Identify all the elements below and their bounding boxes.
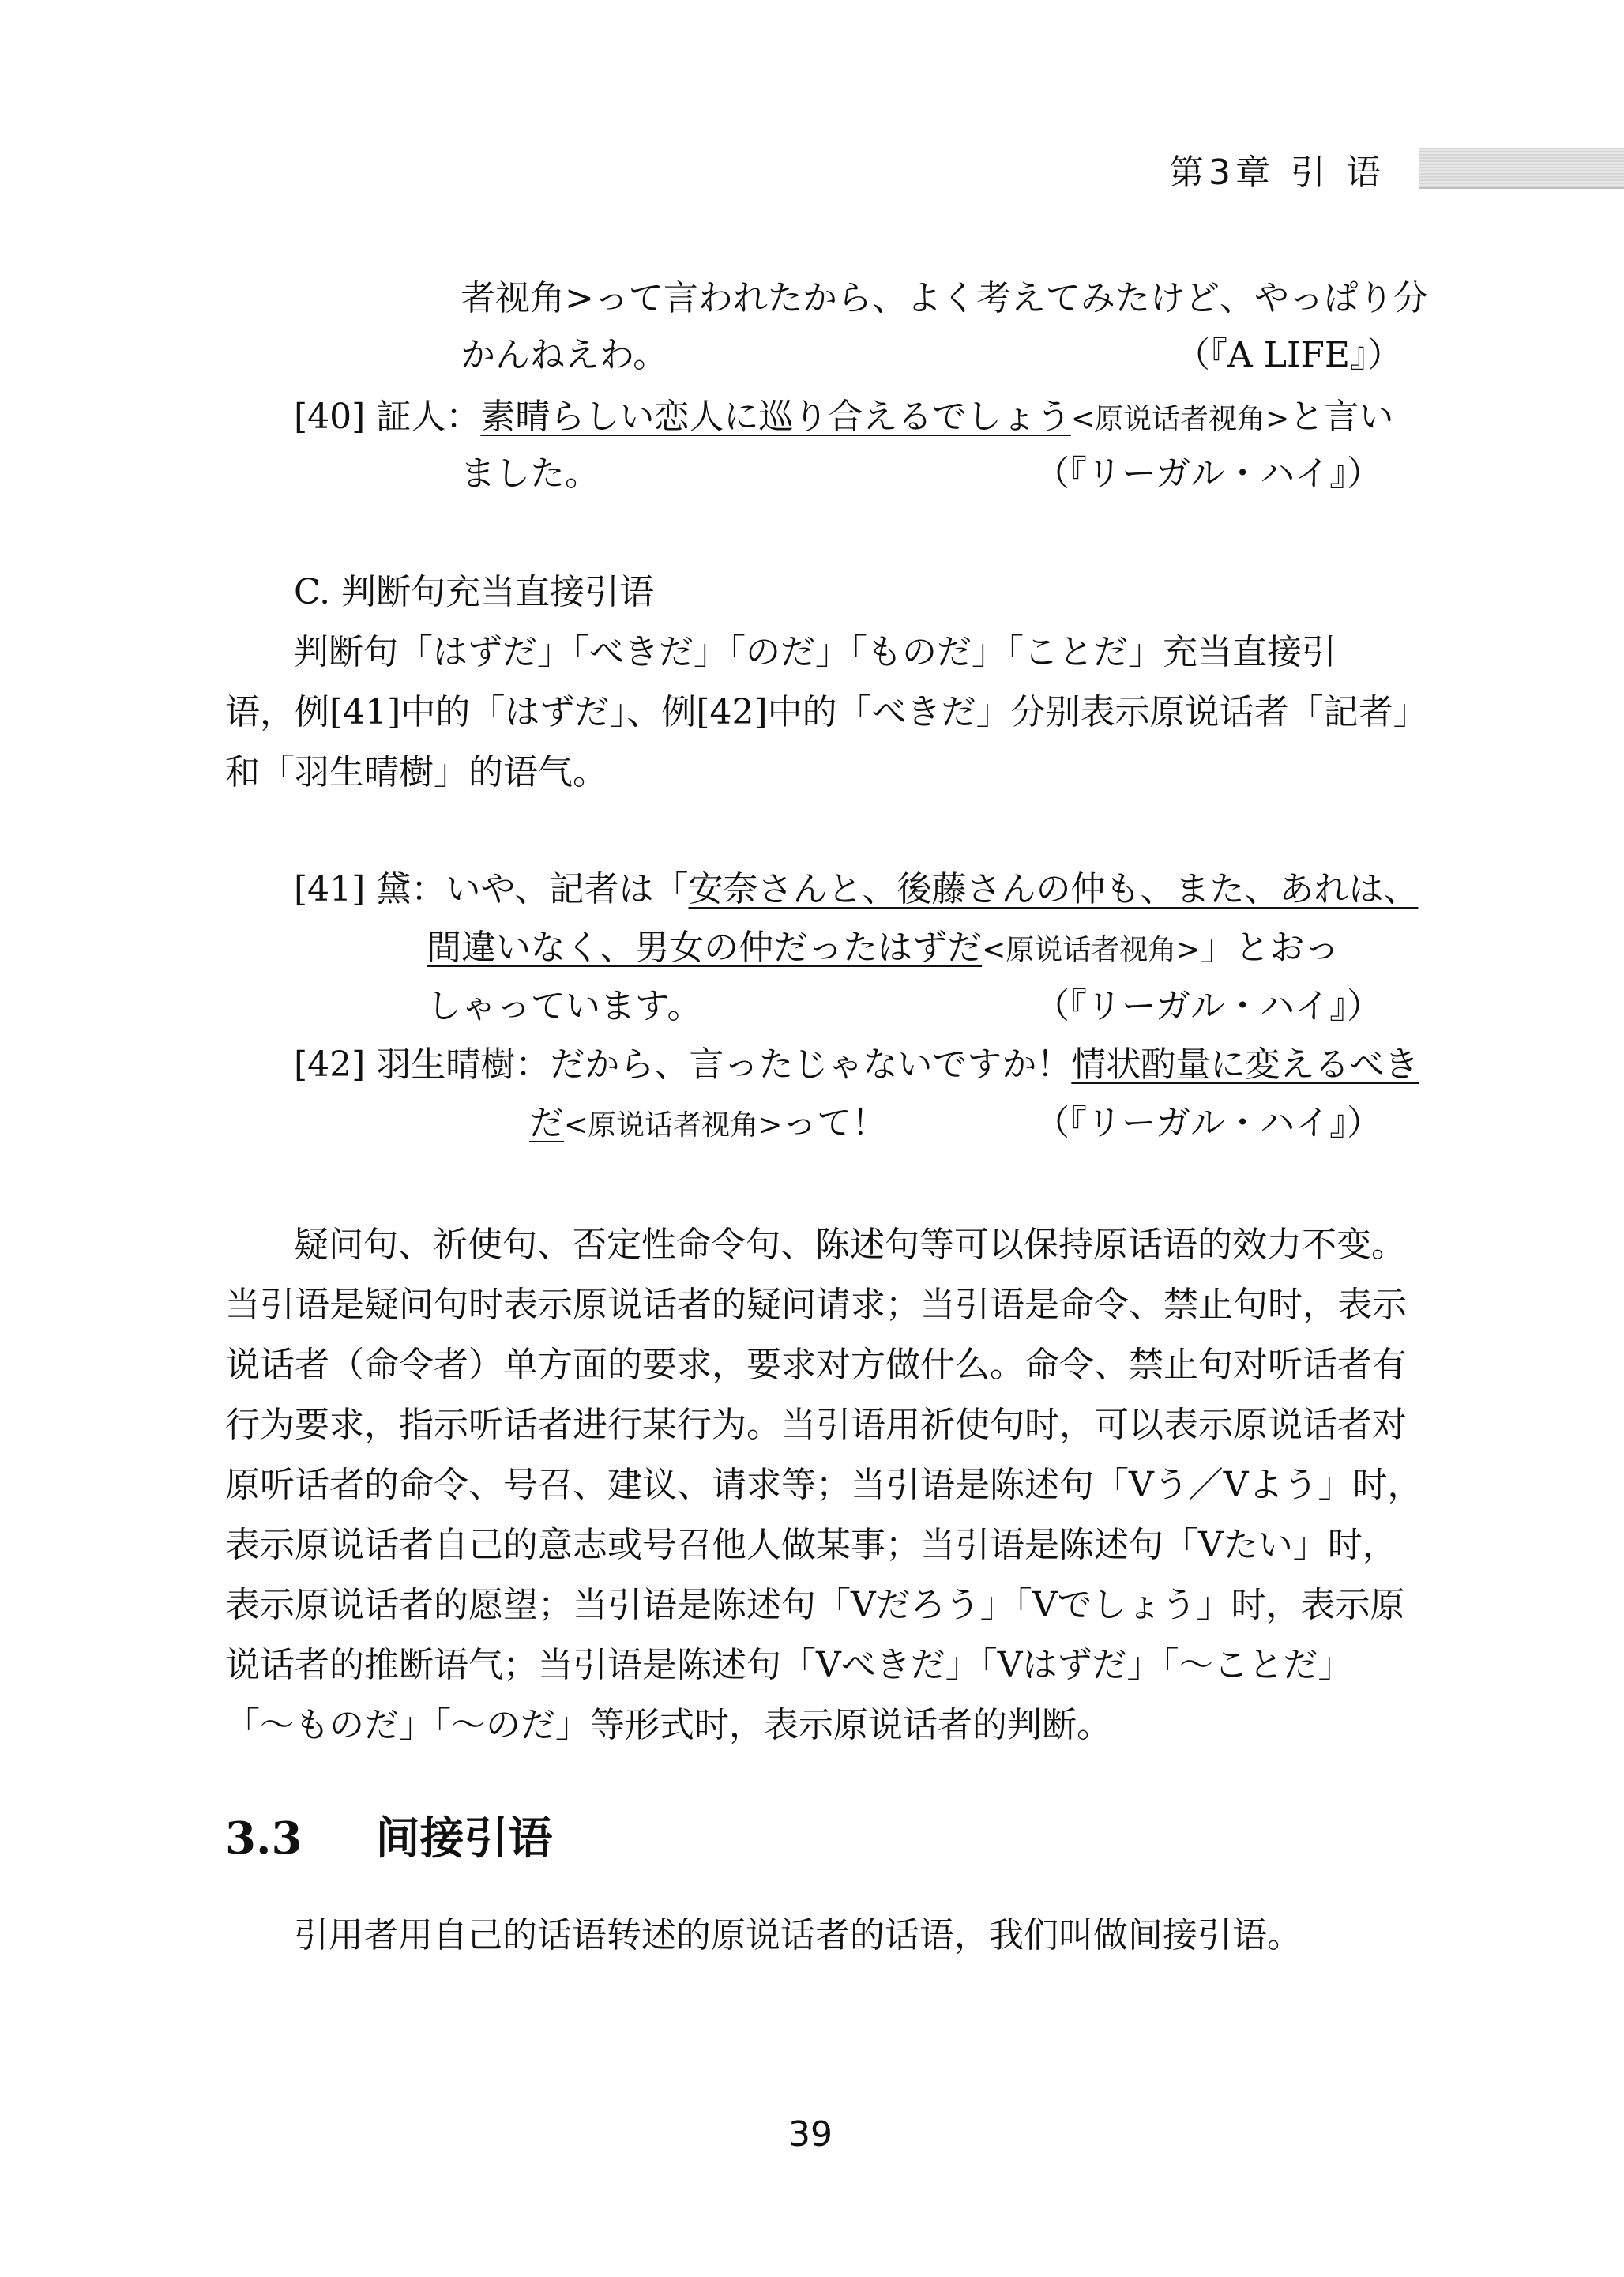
- body-paragraph-line-9: 「～ものだ」「～のだ」等形式时，表示原说话者的判断。: [225, 1705, 1111, 1745]
- example-40-line-2: ました。: [461, 454, 600, 494]
- quoted-utterance: 安奈さんと、後藤さんの仲も、また、あれは、: [688, 869, 1419, 909]
- speaker-label: 黛：: [376, 869, 446, 909]
- section-c-paragraph-line-1: 判断句「はずだ」「べきだ」「のだ」「ものだ」「ことだ」充当直接引: [294, 632, 1336, 672]
- example-number: [40]: [294, 397, 366, 437]
- perspective-tag: <原说话者视角>: [982, 934, 1201, 966]
- example-number: [42]: [294, 1044, 366, 1085]
- example-39-line-2: かんねえわ。: [461, 335, 668, 375]
- body-paragraph-line-4: 行为要求，指示听话者进行某行为。当引语用祈使句时，可以表示原说话者对: [225, 1405, 1407, 1445]
- perspective-tag: <原说话者视角>: [564, 1109, 783, 1142]
- perspective-tag: <原说话者视角>: [1070, 403, 1290, 435]
- body-paragraph-line-6: 表示原说话者自己的意志或号召他人做某事；当引语是陈述句「Vたい」时，: [225, 1525, 1397, 1565]
- quoted-utterance: 間違いなく、男女の仲だったはずだ: [427, 928, 983, 968]
- chapter-header: 第3章 引 语: [1169, 152, 1385, 193]
- page-number: 39: [788, 2114, 833, 2155]
- section-c-paragraph-line-3: 和「羽生晴樹」的语气。: [225, 752, 607, 792]
- body-paragraph-line-7: 表示原说话者的愿望；当引语是陈述句「Vだろう」「Vでしょう」时，表示原: [225, 1585, 1405, 1625]
- example-40-source: （『リーガル・ハイ』）: [1035, 454, 1382, 494]
- header-decoration-bar: [1419, 148, 1624, 187]
- body-paragraph-line-1: 疑问句、祈使句、否定性命令句、陈述句等可以保持原话语的效力不变。: [294, 1225, 1406, 1265]
- example-41-line-3: しゃっています。: [427, 986, 702, 1026]
- body-paragraph-line-5: 原听话者的命令、号召、建议、请求等；当引语是陈述句「Vう／Vよう」时，: [225, 1465, 1423, 1505]
- quoted-utterance: 素晴らしい恋人に巡り合えるでしょう: [480, 397, 1071, 437]
- example-42-source: （『リーガル・ハイ』）: [1035, 1103, 1382, 1143]
- speaker-label: 証人：: [376, 397, 481, 437]
- example-42-trailing-text: って！: [782, 1103, 887, 1143]
- section-3-3-paragraph: 引用者用自己的话语转述的原说话者的话语，我们叫做间接引语。: [294, 1915, 1302, 1955]
- example-39-source: （『A LIFE』）: [1175, 335, 1403, 375]
- section-c-heading: C. 判断句充当直接引语: [294, 572, 655, 612]
- example-39-line-1: 者视角>って言われたから、よく考えてみたけど、やっぱり分: [461, 278, 1428, 318]
- example-40-line-1: [294, 395, 1393, 442]
- example-42-line-1: [294, 1043, 1419, 1087]
- example-41-lead-text: いや、記者は「: [445, 869, 689, 909]
- example-42-lead-text: だから、言ったじゃないですか！: [550, 1044, 1072, 1085]
- section-heading: [225, 1804, 552, 1867]
- example-41-line-1: [294, 868, 1418, 912]
- body-paragraph-line-8: 说话者的推断语气；当引语是陈述句「Vべきだ」「Vはずだ」「～ことだ」: [225, 1645, 1353, 1685]
- section-title: 间接引语: [375, 1812, 553, 1865]
- section-number: 3.3: [225, 1812, 303, 1865]
- example-41-line-2: [427, 926, 1339, 973]
- example-41-trailing-text: 」とおっ: [1200, 928, 1340, 968]
- example-number: [41]: [294, 869, 366, 909]
- example-41-source: （『リーガル・ハイ』）: [1035, 986, 1382, 1026]
- body-paragraph-line-2: 当引语是疑问句时表示原说话者的疑问请求；当引语是命令、禁止句时，表示: [225, 1285, 1407, 1325]
- body-paragraph-line-3: 说话者（命令者）单方面的要求，要求对方做什么。命令、禁止句对听话者有: [225, 1345, 1407, 1385]
- section-c-paragraph-line-2: 语，例[41]中的「はずだ」、例[42]中的「べきだ」分别表示原说话者「記者」: [225, 692, 1428, 732]
- quoted-utterance: 情状酌量に変えるべき: [1071, 1044, 1419, 1085]
- example-40-trailing-text: と言い: [1289, 397, 1394, 437]
- quoted-utterance: だ: [529, 1103, 564, 1143]
- example-42-line-2: [529, 1101, 886, 1148]
- header-rule: [1419, 187, 1624, 189]
- speaker-label: 羽生晴樹：: [376, 1044, 551, 1085]
